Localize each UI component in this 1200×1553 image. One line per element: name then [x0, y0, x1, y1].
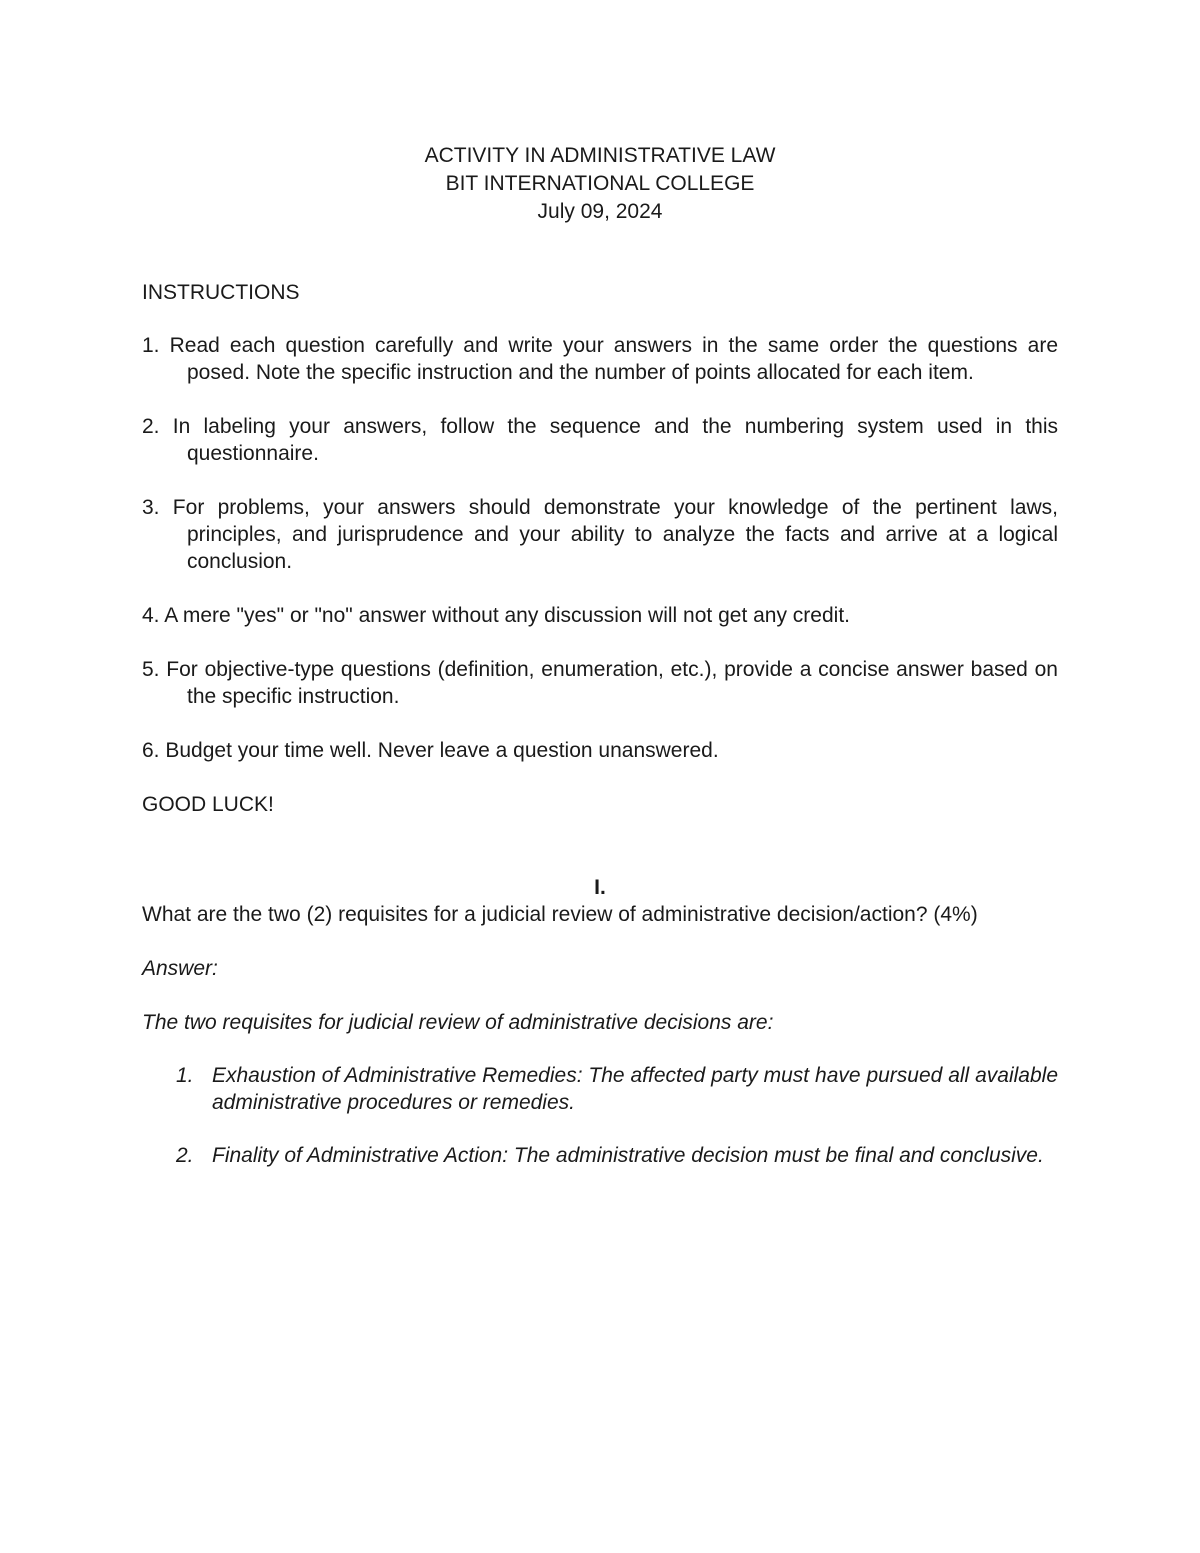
instruction-item: 2. In labeling your answers, follow the sequence and the numbering system used in this questionnaire. — [142, 415, 1058, 465]
question-text: What are the two (2) requisites for a judicial review of administrative decision/action? (4%) — [142, 903, 978, 926]
answer-label: Answer: — [142, 957, 218, 980]
instructions-list — [142, 332, 1058, 764]
instruction-item: 5. For objective-type questions (definition, enumeration, etc.), provide a concise answer based on the specific instruction. — [142, 658, 1058, 708]
closing-text: GOOD LUCK! — [142, 793, 274, 816]
instruction-item: 6. Budget your time well. Never leave a question unanswered. — [142, 739, 719, 762]
answer-item-text: Finality of Administrative Action: The administrative decision must be final and conclusive. — [212, 1144, 1044, 1167]
document-header — [142, 142, 1058, 226]
answer-item-number: 2. — [176, 1144, 194, 1167]
instruction-item: 4. A mere "yes" or "no" answer without any discussion will not get any credit. — [142, 604, 850, 627]
answer-item-number: 1. — [176, 1064, 194, 1087]
instruction-item: 1. Read each question carefully and write your answers in the same order the questions are posed. Note the specific instruction and the number of points allocated for each item. — [142, 334, 1058, 384]
document-content — [142, 142, 1058, 1169]
header-title: ACTIVITY IN ADMINISTRATIVE LAW — [424, 144, 776, 167]
instructions-heading: INSTRUCTIONS — [142, 281, 300, 304]
answer-intro: The two requisites for judicial review of administrative decisions are: — [142, 1011, 774, 1034]
instruction-item: 3. For problems, your answers should demonstrate your knowledge of the pertinent laws, principles, and jurisprudence and your ability to analyze the facts and arrive at a logical conclusion. — [142, 496, 1058, 573]
answer-item — [142, 1142, 1058, 1169]
answer-item — [142, 1062, 1058, 1116]
header-institution: BIT INTERNATIONAL COLLEGE — [445, 172, 755, 195]
answer-item-text: Exhaustion of Administrative Remedies: The affected party must have pursued all available administrative procedures or remedies. — [212, 1064, 1058, 1114]
section-number: I. — [594, 876, 606, 899]
header-date: July 09, 2024 — [537, 200, 663, 223]
answer-list — [142, 1062, 1058, 1169]
